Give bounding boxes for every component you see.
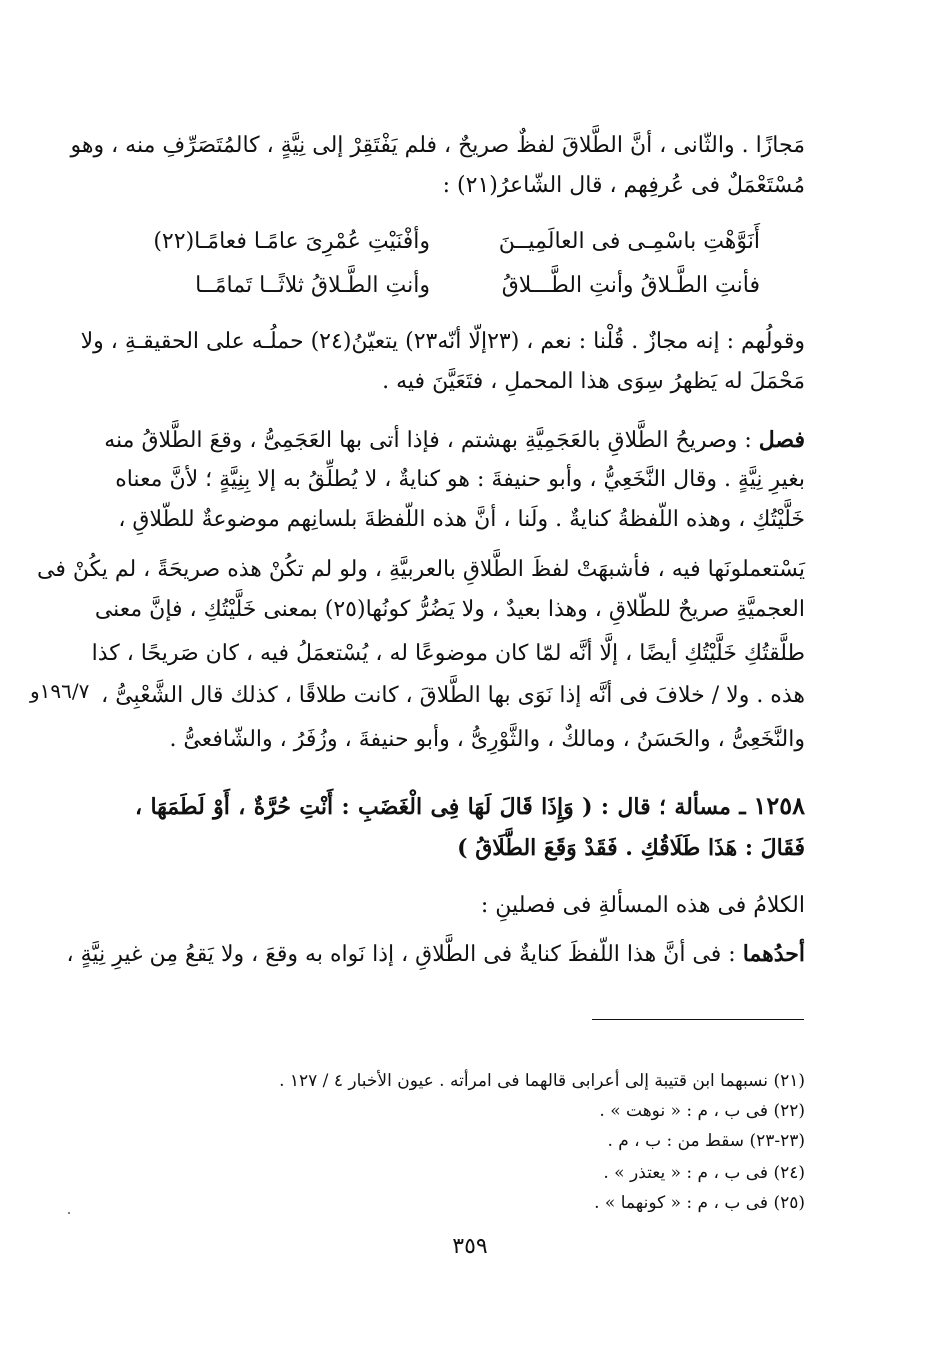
body-line-7: يَسْتعملونَها فيه ، فأشبهَتْ لفظَ الطَّلاقِ بالعربيَّةِ ، ولو لم تكُنْ هذه صريحَةً ، لم يكُنْ فى — [36, 557, 805, 582]
issue-text-1: ـ مسألة ؛ قال : ( وَإِذَا قَالَ لَهَا فِى الْغَضَبِ : أَنْتِ حُرَّةٌ ، أَوْ لَطَمَهَا ، — [135, 794, 746, 820]
fasl-line — [104, 420, 805, 460]
issue-line-1 — [135, 786, 805, 826]
fasl-label: فصل — [758, 427, 805, 453]
footnote-separator — [592, 1019, 804, 1020]
verse-1-first-hemistich: أَنَوَّهْتِ باسْمِـى فى العالَمِيــنَ — [498, 229, 760, 254]
first-section-label: أحدُهما — [742, 941, 805, 967]
footnote-24: (٢٤) فى ب ، م : « يعتذر » . — [603, 1163, 805, 1183]
body-line-9: طلَّقتُكِ خَلَّيْتُكِ أيضًا ، إلَّا أنَّه لمّا كان موضوعًا له ، يُسْتعمَلُ فيه ، كان صَريحًا ، كذا — [91, 641, 805, 666]
body-line-10: هذه . ولا / خلافَ فى أنَّه إذا نَوَى بها الطَّلاقَ ، كانت طلاقًا ، كذلك قال الشَّعْبِىُّ ، — [101, 683, 805, 708]
body-line-6: خَلَّيْتُكِ ، وهذه اللّفظةُ كنايةٌ . ولَنا ، أنَّ هذه اللّفظةَ بلسانِهم موضوعةٌ للطّلاقِ ، — [118, 507, 805, 532]
body-line-1: مَجازًا . والثّانى ، أنَّ الطَّلاقَ لفظٌ صريحٌ ، فلم يَفْتَقِرْ إلى نِيَّةٍ ، كالمُتَصَرِّفِ منه ، وهو — [70, 133, 805, 158]
intro-line: الكلامُ فى هذه المسألةِ فى فصلينِ : — [480, 893, 805, 918]
footnote-22: (٢٢) فى ب ، م : « نوهت » . — [599, 1101, 805, 1121]
body-line-2: مُسْتَعْمَلٌ فى عُرفِهم ، قال الشّاعرُ(٢١) : — [442, 173, 805, 198]
body-line-5: بغيرِ نِيَّةٍ . وقال النَّخَعِيُّ ، وأبو حنيفةَ : هو كنايةٌ ، لا يُطلِّقُ به إلا بِنِيَّةٍ ؛ لأنَّ معناه — [115, 467, 805, 492]
verse-1-second-hemistich: وأفْنَيْتِ عُمْرِىَ عامًـا فعامًـا(٢٢) — [153, 229, 430, 254]
fasl-text: : وصريحُ الطَّلاقِ بالعَجَمِيَّةِ بهشتم ، فإذا أتى بها العَجَمِىُّ ، وقعَ الطَّلاقُ منه — [104, 428, 752, 453]
scan-speck — [68, 1212, 70, 1214]
body-line-4: مَحْمَلَ له يَظهرُ سِوَى هذا المحملِ ، فتَعَيَّنَ فيه . — [382, 369, 805, 394]
margin-page-reference: ١٩٦/٧و — [30, 679, 90, 703]
footnote-23: (٢٣-٢٣) سقط من : ب ، م . — [607, 1131, 805, 1151]
body-line-11: والنَّخَعِىُّ ، والحَسَنُ ، ومالكٌ ، والثَّوْرِىُّ ، وأبو حنيفةَ ، وزُفَرُ ، والشّافعىُّ . — [169, 727, 805, 752]
footnote-25: (٢٥) فى ب ، م : « كونهما » . — [594, 1193, 805, 1213]
issue-line-2: فَقَالَ : هَذَا طَلَاقُكِ . فَقَدْ وَقَعَ الطَّلَاقُ ) — [457, 835, 805, 861]
issue-number: ١٢٥٨ — [753, 791, 805, 820]
first-section-text: : فى أنَّ هذا اللّفظَ كنايةٌ فى الطَّلاقِ ، إذا نَواه به وقعَ ، ولا يَقعُ مِن غيرِ نِيَّةٍ ، — [66, 942, 736, 967]
page-number: ٣٥٩ — [452, 1234, 488, 1259]
verse-2-first-hemistich: فأنتِ الطَّـلاقُ وأنتِ الطَّـــلاقُ — [501, 273, 760, 298]
body-line-8: العجميَّةِ صريحٌ للطّلاقِ ، وهذا بعيدٌ ، ولا يَضُرُّ كونُها(٢٥) بمعنى خَلَّيْتُكِ ، فإنَّ معنى — [94, 597, 805, 622]
verse-2-second-hemistich: وأنتِ الطَّـلاقُ ثلاثًــا تَمامًــا — [195, 273, 430, 298]
body-line-3: وقولُهم : إنه مجازٌ . قُلْنا : نعم ، (٢٣إلّا أنّه٢٣) يتعيّنُ(٢٤) حملُـه على الحقيقـةِ ، ولا — [80, 329, 805, 354]
footnote-21: (٢١) نسبهما ابن قتيبة إلى أعرابى قالهما فى امرأته . عيون الأخبار ٤ / ١٢٧ . — [279, 1071, 805, 1091]
first-section-line — [66, 934, 805, 974]
